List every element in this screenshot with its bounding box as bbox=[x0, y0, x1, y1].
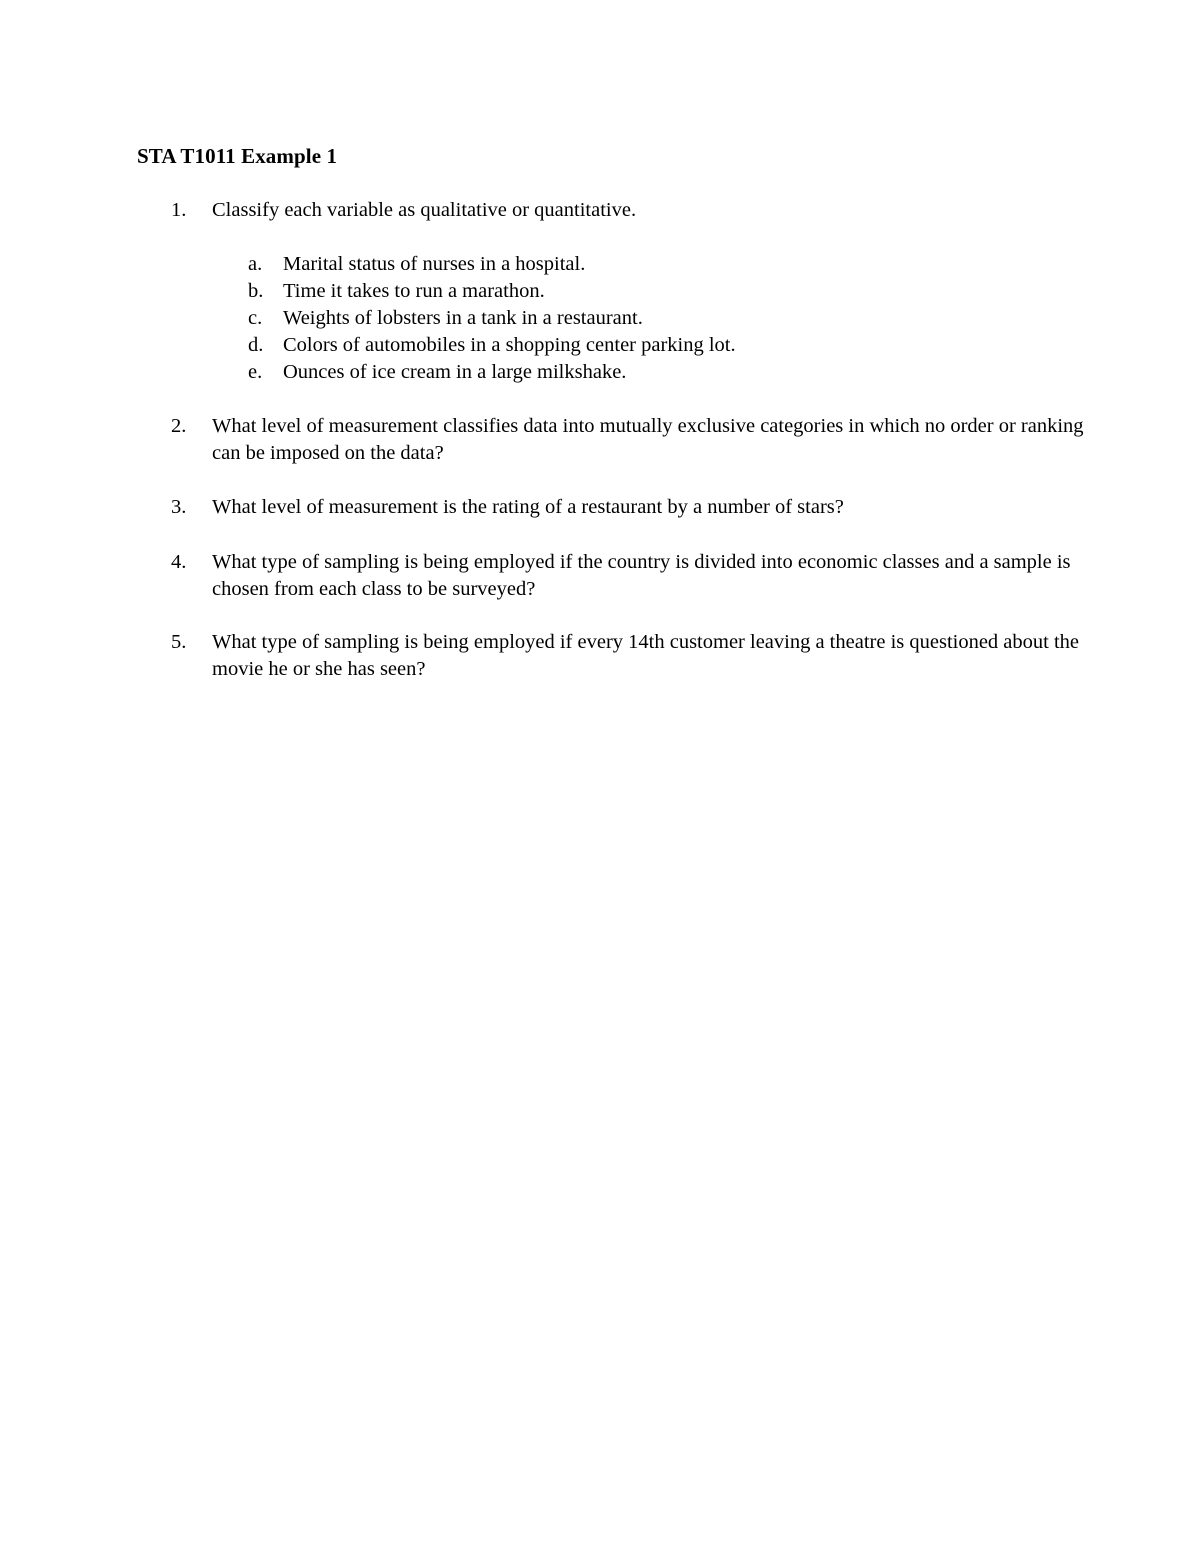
question-number: 2. bbox=[171, 415, 187, 437]
subitem-text: Time it takes to run a marathon. bbox=[283, 280, 545, 302]
subitem-text: Weights of lobsters in a tank in a restaurant. bbox=[283, 307, 643, 329]
question-text: What type of sampling is being employed if the country is divided into economic classes and a sample is chosen from each class to be surveyed? bbox=[212, 551, 1071, 600]
question-number: 4. bbox=[171, 551, 187, 573]
question-text: What level of measurement classifies data into mutually exclusive categories in which no order or ranking can be imposed on the data? bbox=[212, 415, 1084, 464]
question-number: 5. bbox=[171, 631, 187, 653]
question-text: What level of measurement is the rating of a restaurant by a number of stars? bbox=[212, 496, 844, 518]
subitem-letter: e. bbox=[248, 361, 263, 383]
subitem-letter: b. bbox=[248, 280, 264, 302]
subitem-letter: a. bbox=[248, 253, 263, 275]
subitem-text: Ounces of ice cream in a large milkshake. bbox=[283, 361, 627, 383]
question-number: 3. bbox=[171, 496, 187, 518]
subitem-text: Colors of automobiles in a shopping center parking lot. bbox=[283, 334, 736, 356]
question-number: 1. bbox=[171, 199, 187, 221]
subitem-letter: d. bbox=[248, 334, 264, 356]
document-title: STA T1011 Example 1 bbox=[137, 144, 338, 168]
subitem-text: Marital status of nurses in a hospital. bbox=[283, 253, 586, 275]
question-text: Classify each variable as qualitative or quantitative. bbox=[212, 199, 637, 221]
question-text: What type of sampling is being employed if every 14th customer leaving a theatre is questioned about the movie he or she has seen? bbox=[212, 631, 1080, 680]
subitem-letter: c. bbox=[248, 307, 263, 329]
